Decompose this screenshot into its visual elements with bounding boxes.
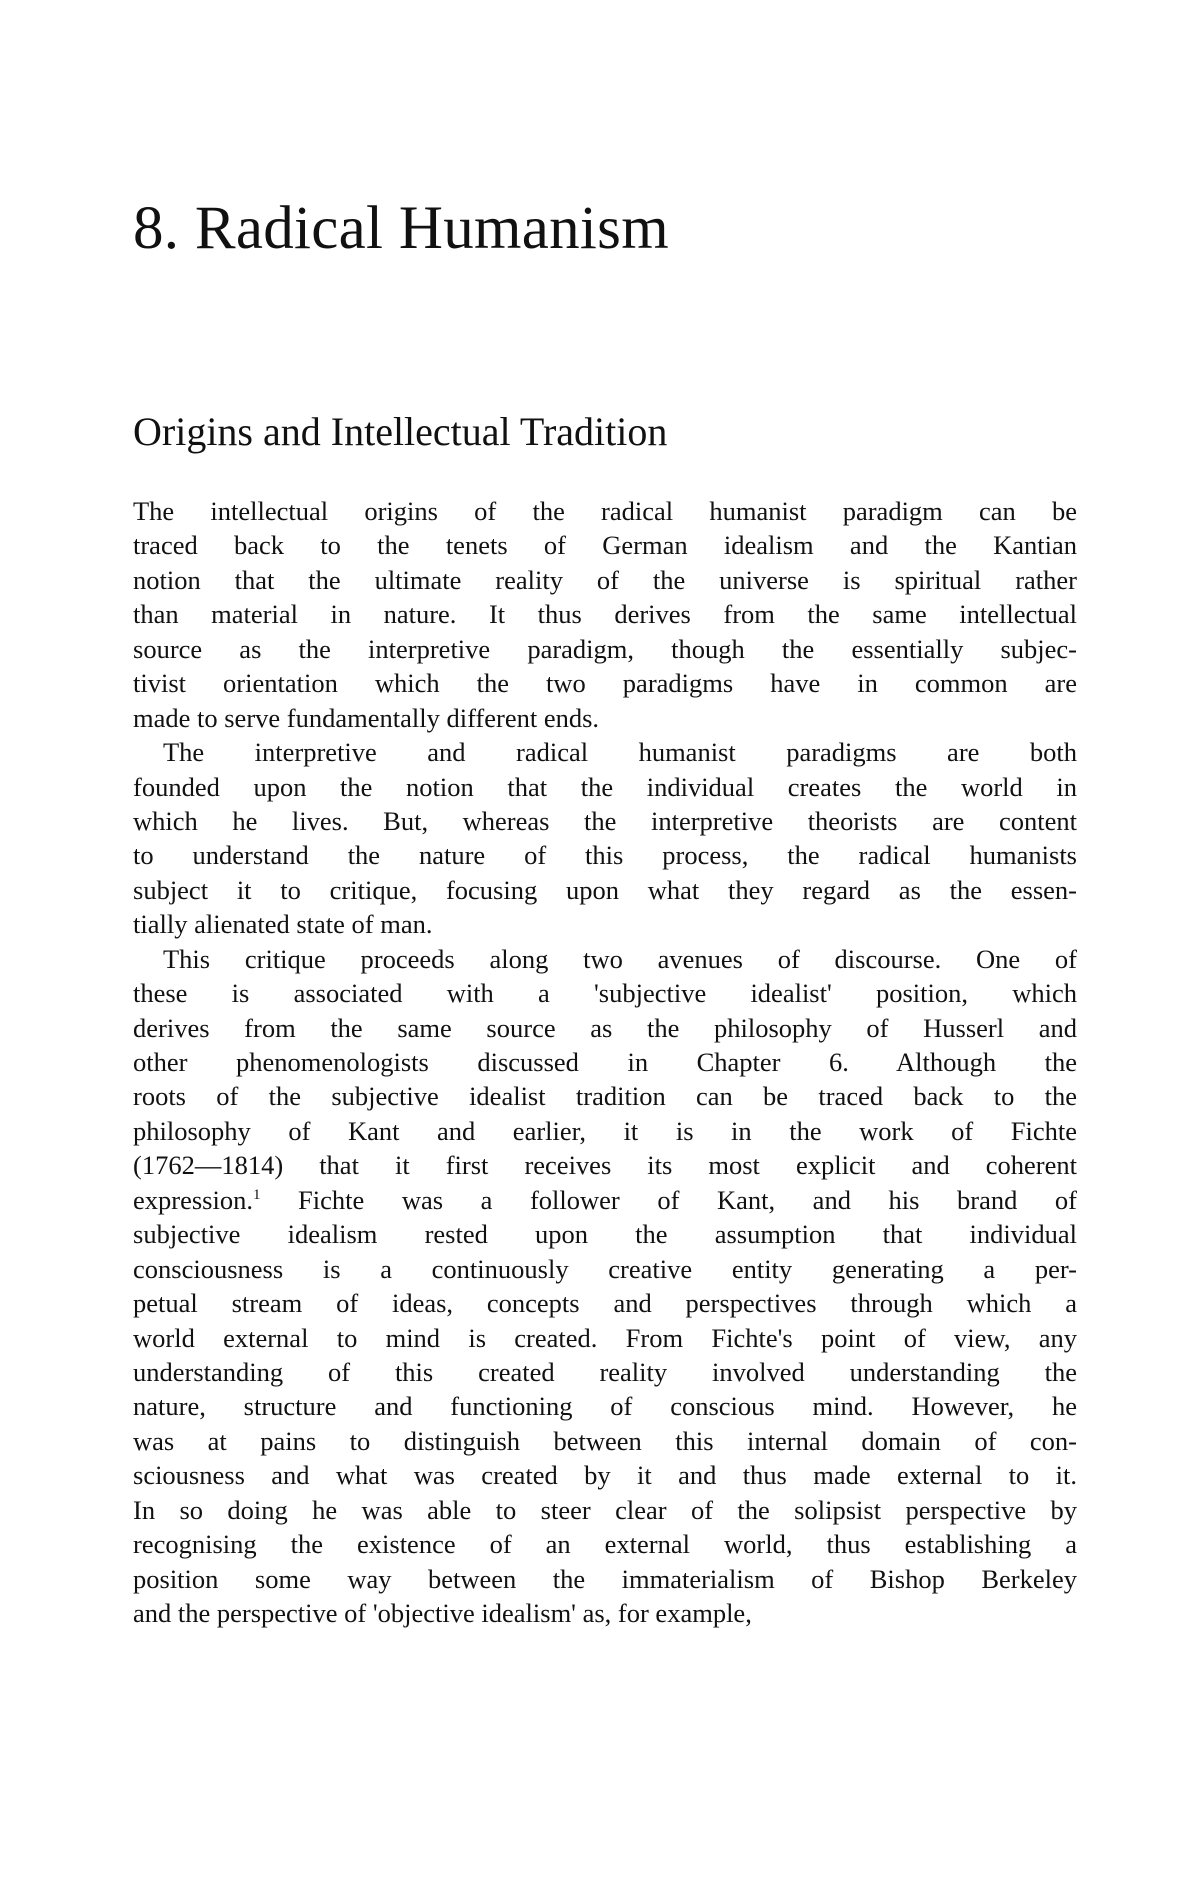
text-line: these is associated with a 'subjective idealist' position, which [133,978,1077,1009]
body-text [133,494,1077,1630]
text-line: expression.$^1$ Fichte was a follower of Kant, and his brand of [133,1184,1077,1215]
text-line: traced back to the tenets of German idealism and the Kantian [133,530,1077,561]
text-line: The intellectual origins of the radical humanist paradigm can be [133,496,1077,526]
text-line: derives from the same source as the philosophy of Husserl and [133,1012,1077,1043]
text-line: which he lives. But, whereas the interpretive theorists are content [133,805,1077,836]
text-line: position some way between the immaterialism of Bishop Berkeley [133,1563,1077,1594]
text-line: other phenomenologists discussed in Chapter 6. Although the [133,1047,1077,1077]
text-line: tially alienated state of man. [133,909,433,940]
text-line: consciousness is a continuously creative entity generating a per- [133,1253,1077,1284]
text-line: understanding of this created reality involved understanding the [133,1356,1077,1387]
text-line: world external to mind is created. From Fichte's point of view, any [133,1322,1077,1353]
footnote-marker[interactable]: 1 [252,1186,261,1203]
text-line: subjective idealism rested upon the assumption that individual [133,1219,1077,1250]
text-line: was at pains to distinguish between this internal domain of con- [133,1425,1077,1456]
text-line: than material in nature. It thus derives from the same intellectual [133,599,1077,630]
text-line: to understand the nature of this process, the radical humanists [133,840,1077,871]
text-line: petual stream of ideas, concepts and perspectives through which a [133,1288,1077,1319]
text-line: (1762—1814) that it first receives its most explicit and coherent [133,1150,1077,1181]
text-line: The interpretive and radical humanist paradigms are both [163,737,1077,768]
text-line: notion that the ultimate reality of the universe is spiritual rather [133,564,1077,595]
chapter-title: 8. Radical Humanism [133,195,669,262]
text-line: recognising the existence of an external world, thus establishing a [133,1529,1077,1560]
paragraph [133,494,1077,735]
text-line: made to serve fundamentally different ends. [133,702,600,733]
text-line: roots of the subjective idealist tradition can be traced back to the [133,1081,1077,1112]
text-line: and the perspective of 'objective idealism' as, for example, [133,1598,752,1628]
text-line: philosophy of Kant and earlier, it is in the work of Fichte [133,1115,1077,1146]
text-line: subject it to critique, focusing upon what they regard as the essen- [133,874,1077,905]
paragraph [133,735,1077,942]
text-line: In so doing he was able to steer clear of the solipsist perspective by [133,1494,1077,1525]
text-line: tivist orientation which the two paradigms have in common are [133,668,1077,699]
text-line: source as the interpretive paradigm, though the essentially subjec- [133,633,1077,664]
text-line: This critique proceeds along two avenues of discourse. One of [163,943,1077,974]
text-line: founded upon the notion that the individual creates the world in [133,771,1077,802]
text-line: nature, structure and functioning of conscious mind. However, he [133,1391,1077,1422]
section-heading: Origins and Intellectual Tradition [133,409,668,454]
text-line: sciousness and what was created by it and thus made external to it. [133,1460,1077,1491]
paragraph [133,942,1077,1631]
